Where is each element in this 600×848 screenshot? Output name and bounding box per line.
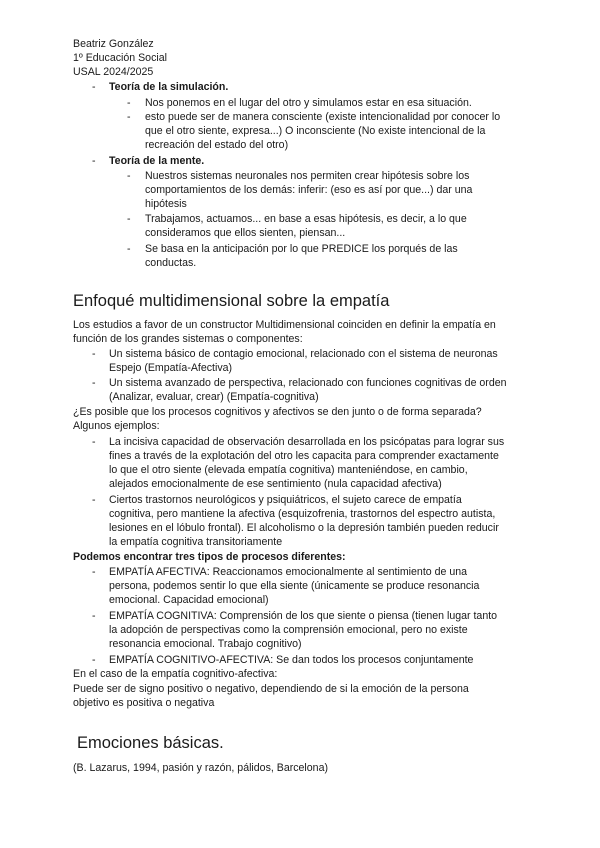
bullet-dash: - <box>92 81 96 93</box>
list-item-continuation: emocional. Capacidad emocional) <box>109 594 269 606</box>
paragraph-line: Los estudios a favor de un constructor Multidimensional coinciden en definir la empatía en <box>73 319 496 331</box>
list-item-continuation: recreación del estado del otro) <box>145 139 289 151</box>
types-title: Podemos encontrar tres tipos de procesos diferentes: <box>73 551 346 563</box>
list-item: Un sistema básico de contagio emocional, relacionado con el sistema de neuronas <box>109 348 498 360</box>
list-item-continuation: que el otro siente, expresa...) O inconsciente (No existe intencional de la <box>145 125 486 137</box>
list-item: Nuestros sistemas neuronales nos permiten crear hipótesis sobre los <box>145 170 470 182</box>
bullet-dash: - <box>92 436 96 448</box>
bullet-dash: - <box>127 111 131 123</box>
paragraph-line: Puede ser de signo positivo o negativo, dependiendo de si la emoción de la persona <box>73 683 469 695</box>
bullet-dash: - <box>92 494 96 506</box>
bullet-dash: - <box>127 97 131 109</box>
list-item-continuation: cognitiva, pero mantiene la afectiva (esquizofrenia, trastornos del espectro autista, <box>109 508 496 520</box>
bullet-dash: - <box>92 610 96 622</box>
list-item-continuation: consideramos que ellos sienten, piensan... <box>145 227 346 239</box>
list-item: EMPATÍA AFECTIVA: Reaccionamos emocionalmente al sentimiento de una <box>109 566 467 578</box>
bullet-dash: - <box>92 566 96 578</box>
question-line: ¿Es posible que los procesos cognitivos y afectivos se den junto o de forma separada? <box>73 406 482 418</box>
paragraph-line: En el caso de la empatía cognitivo-afectiva: <box>73 668 278 680</box>
bullet-dash: - <box>127 243 131 255</box>
list-item-continuation: comportamientos de los demás: inferir: (eso es así por que...) dar una <box>145 184 473 196</box>
list-item-continuation: la empatía cognitiva transitoriamente <box>109 536 283 548</box>
university-year: USAL 2024/2025 <box>73 66 154 78</box>
section-heading-basic-emotions: Emociones básicas. <box>77 734 224 752</box>
simulation-theory-title: Teoría de la simulación. <box>109 81 229 93</box>
list-item: esto puede ser de manera consciente (existe intencionalidad por conocer lo <box>145 111 501 123</box>
list-item-continuation: fines a través de la explotación del otro les capacita para comprender exactamente <box>109 450 499 462</box>
list-item-continuation: lo que el otro siente (elevada empatía cognitiva) manteniéndose, en cambio, <box>109 464 468 476</box>
list-item: Un sistema avanzado de perspectiva, relacionado con funciones cognitivas de orden <box>109 377 507 389</box>
list-item-continuation: alejados emocionalmente de ese sentimiento (nula capacidad afectiva) <box>109 478 442 490</box>
list-item: Nos ponemos en el lugar del otro y simulamos estar en esa situación. <box>145 97 472 109</box>
paragraph-line: función de los grandes sistemas o componentes: <box>73 333 303 345</box>
list-item: La incisiva capacidad de observación desarrollada en los psicópatas para lograr sus <box>109 436 505 448</box>
list-item: Trabajamos, actuamos... en base a esas hipótesis, es decir, a lo que <box>145 213 467 225</box>
reference-line: (B. Lazarus, 1994, pasión y razón, pálidos, Barcelona) <box>73 762 328 774</box>
list-item-continuation: la adopción de perspectivas como la comprensión emocional, pero no existe <box>109 624 468 636</box>
bullet-dash: - <box>92 654 96 666</box>
bullet-dash: - <box>92 348 96 360</box>
section-heading-empathy: Enfoqué multidimensional sobre la empatía <box>73 292 390 310</box>
bullet-dash: - <box>92 377 96 389</box>
list-item-continuation: hipótesis <box>145 198 187 210</box>
bullet-dash: - <box>127 213 131 225</box>
mind-theory-title: Teoría de la mente. <box>109 155 205 167</box>
list-item-continuation: persona, podemos sentir lo que ella siente (únicamente se produce resonancia <box>109 580 480 592</box>
examples-label: Algunos ejemplos: <box>73 420 160 432</box>
list-item-continuation: Espejo (Empatía-Afectiva) <box>109 362 233 374</box>
list-item: EMPATÍA COGNITIVA: Comprensión de los que siente o piensa (tienen lugar tanto <box>109 610 498 622</box>
list-item-continuation: conductas. <box>145 257 197 269</box>
list-item-continuation: resonancia emocional. Trabajo cognitivo) <box>109 638 302 650</box>
course-name: 1º Educación Social <box>73 52 167 64</box>
list-item: EMPATÍA COGNITIVO-AFECTIVA: Se dan todos los procesos conjuntamente <box>109 654 474 666</box>
list-item: Ciertos trastornos neurológicos y psiquiátricos, el sujeto carece de empatía <box>109 494 462 506</box>
list-item-continuation: (Analizar, evaluar, crear) (Empatía-cognitiva) <box>109 391 319 403</box>
author-name: Beatriz González <box>73 38 154 50</box>
paragraph-line: objetivo es positiva o negativa <box>73 697 215 709</box>
bullet-dash: - <box>92 155 96 167</box>
list-item: Se basa en la anticipación por lo que PREDICE los porqués de las <box>145 243 458 255</box>
bullet-dash: - <box>127 170 131 182</box>
list-item-continuation: lesiones en el lóbulo frontal). El alcoholismo o la depresión también pueden reducir <box>109 522 499 534</box>
